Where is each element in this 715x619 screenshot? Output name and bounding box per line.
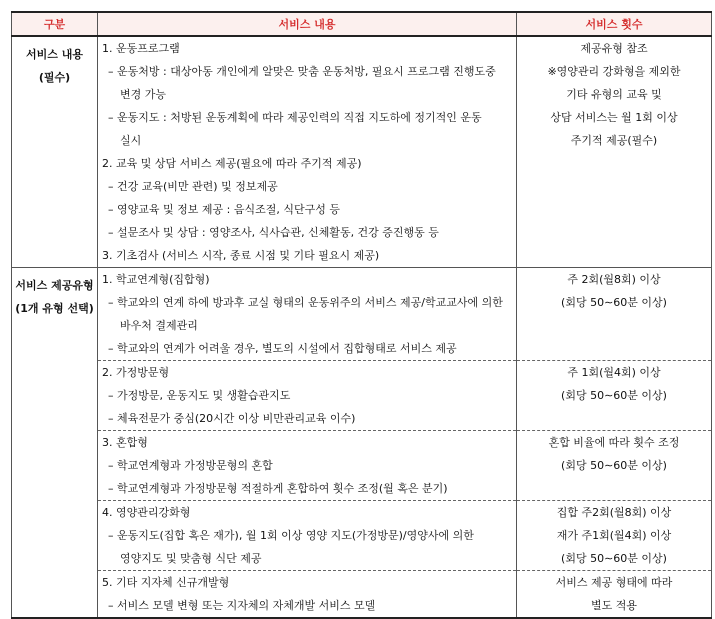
service-frequency-cell [517,501,712,571]
service-content-cell [98,361,517,431]
frequency-text: (회당 50∼60분 이상) [561,389,667,402]
frequency-text: 재가 주1회(월4회) 이상 [556,529,672,542]
frequency-text: 주기적 제공(필수) [570,134,658,147]
frequency-text: (회당 50∼60분 이상) [561,459,667,472]
service-content-cell [98,431,517,501]
section-row [12,361,712,431]
service-item-heading: 4. 영양관리강화형 [102,506,191,519]
service-item-heading: 3. 기초검사 (서비스 시작, 종료 시점 및 기타 필요시 제공) [102,249,380,262]
service-item-detail: 실시 [120,134,142,147]
service-item-detail: – 학교와의 연계 하에 방과후 교실 형태의 운동위주의 서비스 제공/학교교사에 의한 [108,296,503,309]
frequency-text: 혼합 비율에 따라 횟수 조정 [548,436,680,449]
header-service-content: 서비스 내용 [98,12,517,36]
service-item-detail: – 서비스 모델 변형 또는 지자체의 자체개발 서비스 모델 [108,599,376,612]
frequency-text: (회당 50∼60분 이상) [561,552,667,565]
frequency-text: 서비스 제공 형태에 따라 [555,576,673,589]
header-category: 구분 [12,12,98,36]
service-content-cell [98,501,517,571]
frequency-text: 집합 주2회(월8회) 이상 [556,506,672,519]
section-row [12,268,712,361]
service-content-cell [98,36,517,268]
section-row [12,36,712,268]
service-item-detail: – 영양교육 및 정보 제공 : 음식조절, 식단구성 등 [108,203,340,216]
service-item-heading: 5. 기타 지자체 신규개발형 [102,576,230,589]
service-item-heading: 3. 혼합형 [102,436,148,449]
service-frequency-cell [517,571,712,619]
category-label: 서비스 내용 [26,48,83,61]
section-row [12,501,712,571]
frequency-text: 주 2회(월8회) 이상 [567,273,661,286]
frequency-text: 별도 적용 [590,599,637,612]
category-label: (필수) [38,71,71,84]
service-item-heading: 1. 학교연계형(집합형) [102,273,210,286]
service-item-heading: 2. 교육 및 상담 서비스 제공(필요에 따라 주기적 제공) [102,157,362,170]
frequency-text: (회당 50∼60분 이상) [561,296,667,309]
frequency-text: 상담 서비스는 월 1회 이상 [550,111,678,124]
service-item-detail: 변경 가능 [120,88,167,101]
service-item-heading: 2. 가정방문형 [102,366,170,379]
service-table-wrapper [11,11,712,619]
service-item-detail: – 설문조사 및 상담 : 영양조사, 식사습관, 신체활동, 건강 증진행동 등 [108,226,439,239]
service-item-detail: – 운동지도(집합 혹은 재가), 월 1회 이상 영양 지도(가정방문)/영양사에 의한 [108,529,474,542]
section-row [12,431,712,501]
frequency-text: 기타 유형의 교육 및 [566,88,662,101]
service-item-detail: 바우처 결제관리 [120,319,198,332]
category-label: (1개 유형 선택) [15,302,94,315]
service-item-detail: – 체육전문가 중심(20시간 이상 비만관리교육 이수) [108,412,356,425]
service-item-detail: – 학교연계형과 가정방문형의 혼합 [108,459,273,472]
service-item-detail: – 학교와의 연계가 어려울 경우, 별도의 시설에서 집합형태로 서비스 제공 [108,342,457,355]
service-item-detail: – 건강 교육(비만 관련) 및 정보제공 [108,180,278,193]
service-item-heading: 1. 운동프로그램 [102,42,180,55]
service-item-detail: – 운동지도 : 처방된 운동계획에 따라 제공인력의 직접 지도하에 정기적인 운동 [108,111,482,124]
section-row [12,571,712,619]
frequency-text: ※영양관리 강화형을 제외한 [547,65,681,78]
service-item-detail: – 가정방문, 운동지도 및 생활습관지도 [108,389,291,402]
service-item-detail: – 운동처방 : 대상아동 개인에게 알맞은 맞춤 운동처방, 필요시 프로그램 진행도중 [108,65,496,78]
header-service-frequency: 서비스 횟수 [517,12,712,36]
service-table [11,11,712,619]
service-item-detail: – 학교연계형과 가정방문형 적절하게 혼합하여 횟수 조정(월 혹은 분기) [108,482,448,495]
service-frequency-cell [517,36,712,268]
service-table-body [12,12,712,618]
header-row [12,12,712,36]
service-item-detail: 영양지도 및 맞춤형 식단 제공 [120,552,262,565]
service-content-cell [98,268,517,361]
service-frequency-cell [517,431,712,501]
service-content-cell [98,571,517,619]
service-frequency-cell [517,361,712,431]
category-cell [12,268,98,619]
frequency-text: 주 1회(월4회) 이상 [567,366,661,379]
category-cell [12,36,98,268]
service-frequency-cell [517,268,712,361]
frequency-text: 제공유형 참조 [580,42,648,55]
category-label: 서비스 제공유형 [15,279,94,292]
